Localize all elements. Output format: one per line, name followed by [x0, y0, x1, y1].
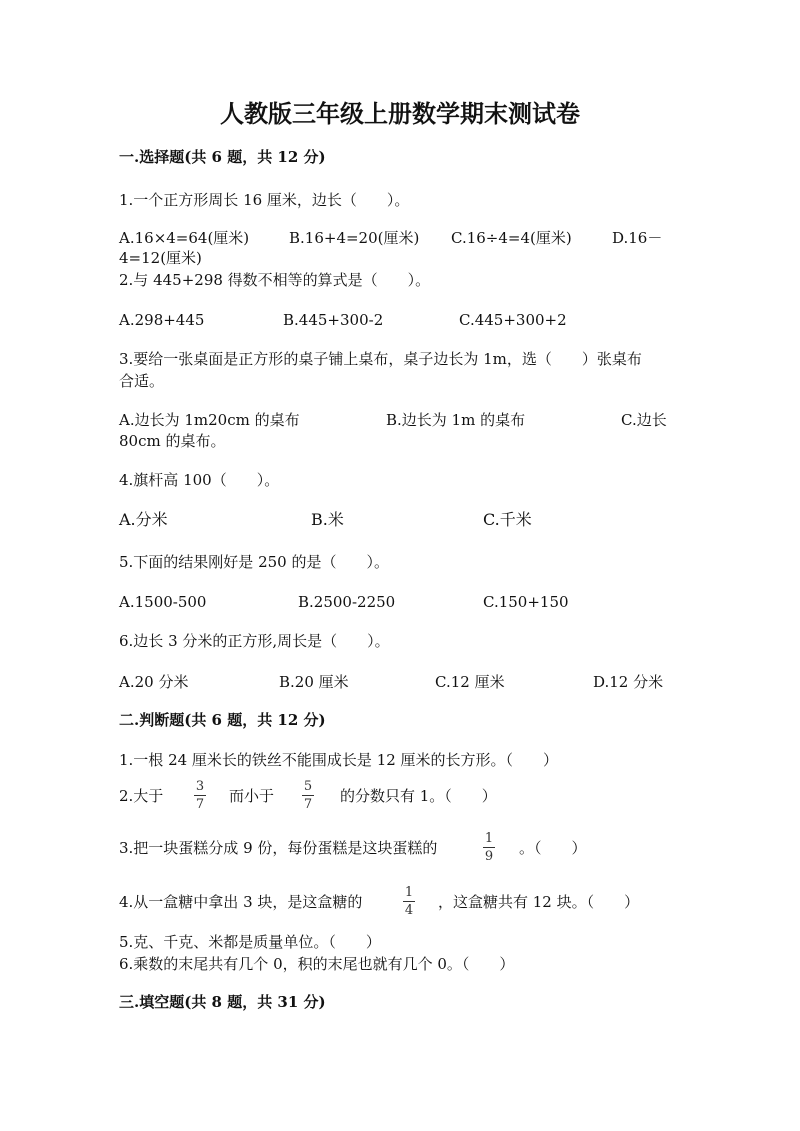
- s1-q3-option-b: B.边长为 1m 的桌布: [386, 411, 526, 429]
- s1-q1-option-c: C.16÷4=4(厘米): [451, 229, 572, 247]
- section1-heading: 一.选择题(共 6 题，共 12 分): [119, 148, 326, 166]
- s1-q5-option-a: A.1500-500: [119, 593, 207, 611]
- s2-q4-pre: 4.从一盒糖中拿出 3 块，是这盒糖的: [119, 893, 363, 911]
- s1-q6-option-b: B.20 厘米: [279, 673, 349, 691]
- fraction-bar: [194, 795, 206, 796]
- s2-q2-fraction-2: [300, 779, 316, 812]
- s1-q1-option-d-cont: 4=12(厘米): [119, 249, 202, 267]
- s1-q1-text: 1.一个正方形周长 16 厘米，边长（ ）。: [119, 191, 410, 209]
- fraction-bar: [483, 847, 495, 848]
- s2-q6-text: 6.乘数的末尾共有几个 0，积的末尾也就有几个 0。（ ）: [119, 955, 515, 973]
- fraction-denominator: 7: [195, 797, 205, 812]
- s1-q1-option-d: D.16－: [612, 229, 663, 247]
- s1-q6-text: 6.边长 3 分米的正方形,周长是（ ）。: [119, 632, 390, 650]
- s1-q5-option-b: B.2500-2250: [298, 593, 396, 611]
- s1-q2-text: 2.与 445+298 得数不相等的算式是（ ）。: [119, 271, 431, 289]
- s2-q3-pre: 3.把一块蛋糕分成 9 份，每份蛋糕是这块蛋糕的: [119, 839, 438, 857]
- s2-q4-post: ，这盒糖共有 12 块。（ ）: [438, 893, 640, 911]
- s1-q6-option-d: D.12 分米: [593, 673, 664, 691]
- s1-q1-option-a: A.16×4=64(厘米): [119, 229, 250, 247]
- s2-q3-post: 。（ ）: [519, 839, 587, 857]
- fraction-numerator: 5: [303, 779, 313, 794]
- s1-q3-option-c: C.边长: [621, 411, 667, 429]
- s1-q4-text: 4.旗杆高 100（ ）。: [119, 471, 280, 489]
- s1-q5-option-c: C.150+150: [483, 593, 569, 611]
- s1-q1-option-b: B.16+4=20(厘米): [289, 229, 420, 247]
- fraction-numerator: 3: [195, 779, 205, 794]
- s1-q3-option-c-cont: 80cm 的桌布。: [119, 432, 226, 450]
- s1-q6-option-c: C.12 厘米: [435, 673, 505, 691]
- s1-q4-option-a: A.分米: [119, 510, 168, 529]
- s1-q2-option-c: C.445+300+2: [459, 311, 567, 329]
- fraction-denominator: 4: [404, 903, 414, 918]
- section3-heading: 三.填空题(共 8 题，共 31 分): [119, 993, 326, 1011]
- s1-q5-text: 5.下面的结果刚好是 250 的是（ ）。: [119, 553, 389, 571]
- s1-q6-option-a: A.20 分米: [119, 673, 189, 691]
- s1-q2-option-b: B.445+300-2: [283, 311, 384, 329]
- fraction-numerator: 1: [404, 885, 414, 900]
- s2-q2-mid: 而小于: [229, 787, 275, 805]
- s1-q3-text: 3.要给一张桌面是正方形的桌子铺上桌布，桌子边长为 1m，选（ ）张桌布: [119, 350, 642, 368]
- s2-q3-fraction: [481, 831, 497, 864]
- s2-q1-text: 1.一根 24 厘米长的铁丝不能围成长是 12 厘米的长方形。（ ）: [119, 751, 559, 769]
- s1-q4-option-c: C.千米: [483, 510, 532, 529]
- fraction-bar: [403, 901, 415, 902]
- exam-title: 人教版三年级上册数学期末测试卷: [220, 99, 580, 128]
- fraction-denominator: 7: [303, 797, 313, 812]
- s2-q4-fraction: [401, 885, 417, 918]
- s2-q2-post: 的分数只有 1。（ ）: [340, 787, 497, 805]
- fraction-denominator: 9: [484, 849, 494, 864]
- s2-q5-text: 5.克、千克、米都是质量单位。（ ）: [119, 933, 381, 951]
- s1-q3-option-a: A.边长为 1m20cm 的桌布: [119, 411, 300, 429]
- fraction-bar: [302, 795, 314, 796]
- s2-q2-pre: 2.大于: [119, 787, 164, 805]
- s1-q4-option-b: B.米: [311, 510, 344, 529]
- section2-heading: 二.判断题(共 6 题，共 12 分): [119, 711, 326, 729]
- s1-q3-text-cont: 合适。: [119, 372, 165, 390]
- s1-q2-option-a: A.298+445: [119, 311, 205, 329]
- s2-q2-fraction-1: [192, 779, 208, 812]
- fraction-numerator: 1: [484, 831, 494, 846]
